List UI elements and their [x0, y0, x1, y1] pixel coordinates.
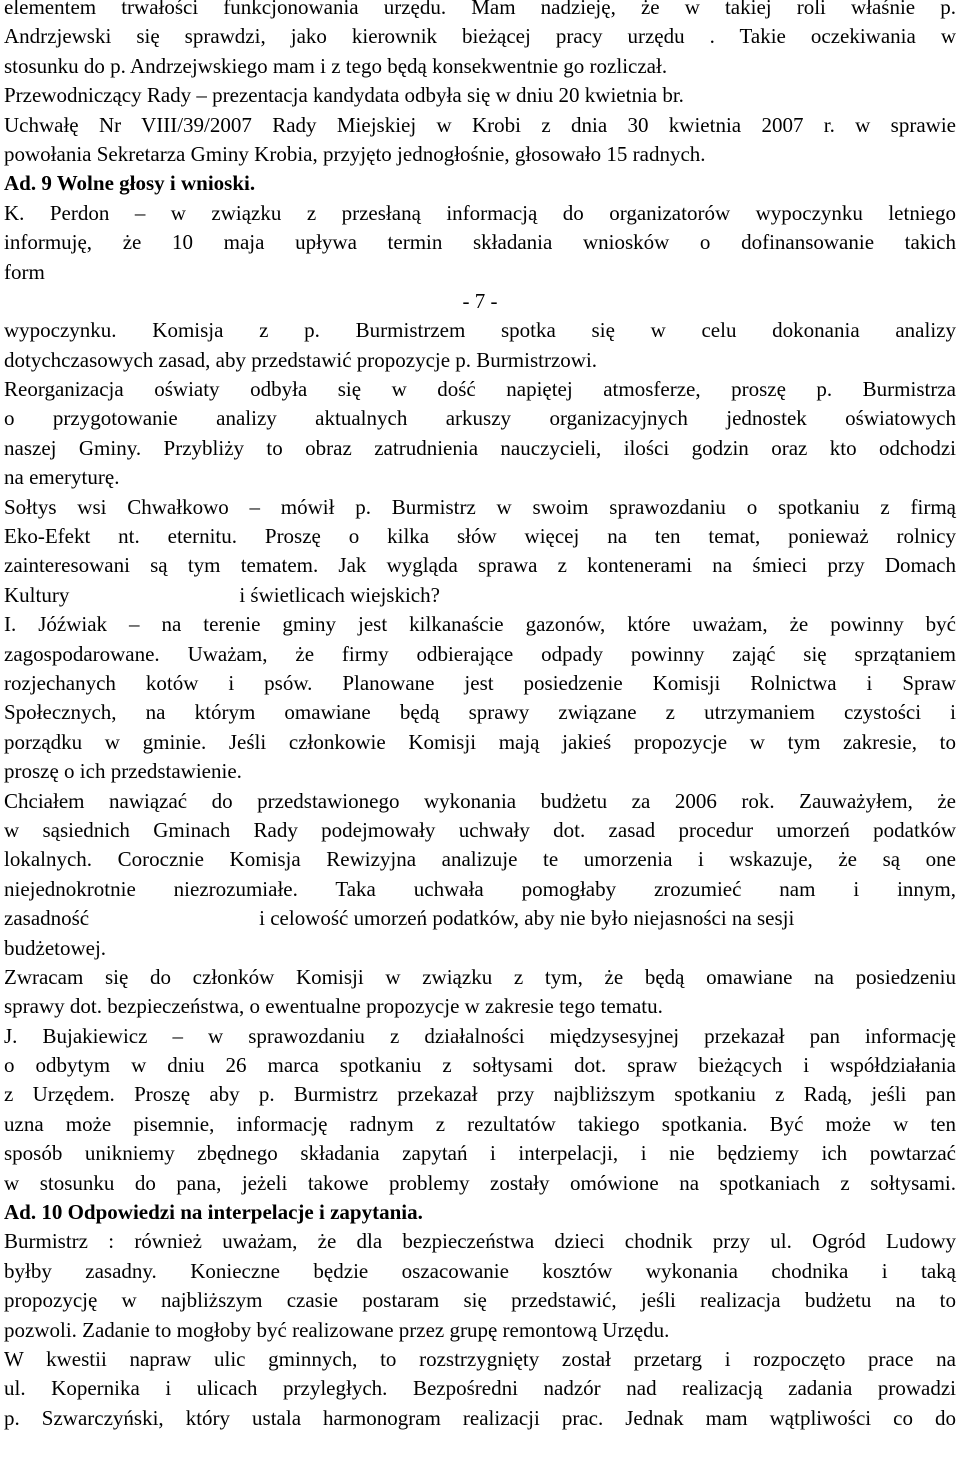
- text-line: byłby zasadny. Konieczne będzie oszacowanie kosztów wykonania chodnika i taką: [4, 1258, 956, 1283]
- text-line: K. Perdon – w związku z przesłaną informacją do organizatorów wypoczynku letniego: [4, 200, 956, 225]
- text-line: powołania Sekretarza Gminy Krobia, przyjęto jednogłośnie, głosowało 15 radnych.: [4, 141, 706, 166]
- text-line: form: [4, 259, 45, 284]
- text-line: elementem trwałości funkcjonowania urzędu. Mam nadzieję, że w takiej roli właśnie p.: [4, 0, 956, 19]
- text-fragment: Kultury: [4, 582, 70, 607]
- text-line: propozycję w najbliższym czasie postaram się przedstawić, jeśli realizacja budżetu na to: [4, 1288, 956, 1313]
- text-line: wypoczynku. Komisja z p. Burmistrzem spotka się w celu dokonania analizy: [4, 318, 956, 343]
- text-line: Społecznych, na którym omawiane będą sprawy związane z utrzymaniem czystości i: [4, 700, 956, 725]
- text-line: sprawy dot. bezpieczeństwa, o ewentualne propozycje w zakresie tego tematu.: [4, 994, 663, 1019]
- text-line-split: [4, 581, 956, 610]
- text-line: o odbytym w dniu 26 marca spotkaniu z sołtysami dot. spraw bieżących i współdziałania: [4, 1053, 956, 1078]
- text-line: proszę o ich przedstawienie.: [4, 759, 242, 784]
- text-line-split: [4, 904, 956, 933]
- text-line: Burmistrz : również uważam, że dla bezpieczeństwa dzieci chodnik przy ul. Ogród Ludowy: [4, 1229, 956, 1254]
- text-line: Sołtys wsi Chwałkowo – mówił p. Burmistrz w swoim sprawozdaniu o spotkaniu z firmą: [4, 494, 956, 519]
- text-line: o przygotowanie analizy aktualnych arkuszy organizacyjnych jednostek oświatowych: [4, 406, 956, 431]
- text-line: Andrzjewski się sprawdzi, jako kierownik bieżącej pracy urzędu . Takie oczekiwania w: [4, 24, 956, 49]
- text-line: informuję, że 10 maja upływa termin składania wniosków o dofinansowanie takich: [4, 230, 956, 255]
- text-line: naszej Gminy. Przybliży to obraz zatrudnienia nauczycieli, ilości godzin oraz kto odchodzi: [4, 435, 956, 460]
- agenda-heading: Ad. 10 Odpowiedzi na interpelacje i zapytania.: [4, 1200, 423, 1225]
- text-line: zainteresowani są tym tematem. Jak wygląda sprawa z kontenerami na śmieci przy Domach: [4, 553, 956, 578]
- text-fragment: i celowość umorzeń podatków, aby nie było niejasności na sesji: [259, 906, 795, 931]
- text-line: Zwracam się do członków Komisji w związku z tym, że będą omawiane na posiedzeniu: [4, 964, 956, 989]
- text-line: Uchwałę Nr VIII/39/2007 Rady Miejskiej w Krobi z dnia 30 kwietnia 2007 r. w sprawie: [4, 112, 956, 137]
- text-line: dotychczasowych zasad, aby przedstawić propozycje p. Burmistrzowi.: [4, 347, 598, 372]
- text-line: I. Jóźwiak – na terenie gminy jest kilkanaście gazonów, które uważam, że powinny być: [4, 612, 956, 637]
- text-line: W kwestii napraw ulic gminnych, to rozstrzygnięty został przetarg i rozpoczęto prace na: [4, 1346, 956, 1371]
- text-line: pozwoli. Zadanie to mogłoby być realizowane przez grupę remontową Urzędu.: [4, 1317, 670, 1342]
- text-line: uzna może pisemnie, informację radnym z rezultatów takiego spotkania. Być może w ten: [4, 1111, 956, 1136]
- text-line: ul. Kopernika i ulicach przyległych. Bezpośredni nadzór nad realizacją zadania prowadzi: [4, 1376, 956, 1401]
- text-line: Reorganizacja oświaty odbyła się w dość napiętej atmosferze, proszę p. Burmistrza: [4, 377, 956, 402]
- text-line: z Urzędem. Proszę aby p. Burmistrz przekazał przy najbliższym spotkaniu z Radą, jeśli pan: [4, 1082, 956, 1107]
- text-line: lokalnych. Corocznie Komisja Rewizyjna analizuje te umorzenia i wskazuje, że są one: [4, 847, 956, 872]
- agenda-heading: Ad. 9 Wolne głosy i wnioski.: [4, 171, 256, 196]
- text-line: Eko-Efekt nt. eternitu. Proszę o kilka słów więcej na ten temat, ponieważ rolnicy: [4, 524, 956, 549]
- text-line: porządku w gminie. Jeśli członkowie Komisji mają jakieś propozycje w tym zakresie, to: [4, 729, 956, 754]
- text-line: p. Szwarczyński, który ustala harmonogram realizacji prac. Jednak mam wątpliwości co do: [4, 1405, 956, 1430]
- text-fragment: zasadność: [4, 906, 90, 931]
- text-line: budżetowej.: [4, 935, 107, 960]
- text-line: Chciałem nawiązać do przedstawionego wykonania budżetu za 2006 rok. Zauważyłem, że: [4, 788, 956, 813]
- text-fragment: i świetlicach wiejskich?: [239, 582, 440, 607]
- text-line: sposób unikniemy zbędnego składania zapytań i interpelacji, i nie będziemy ich powtarzać: [4, 1141, 956, 1166]
- text-line: niejednokrotnie niezrozumiałe. Taka uchwała pomogłaby zrozumieć nam i innym,: [4, 876, 956, 901]
- text-line: na emeryturę.: [4, 465, 120, 490]
- text-line: w sąsiednich Gminach Rady podejmowały uchwały dot. zasad procedur umorzeń podatków: [4, 817, 956, 842]
- document-page: [4, 0, 956, 1433]
- text-line: stosunku do p. Andrzejwskiego mam i z tego będą konsekwentnie go rozliczał.: [4, 53, 668, 78]
- text-line: zagospodarowane. Uważam, że firmy odbierające odpady powinny zająć się sprzątaniem: [4, 641, 956, 666]
- text-line: w stosunku do pana, jeżeli takowe problemy zostały omówione na spotkaniach z sołtysami.: [4, 1170, 956, 1195]
- text-line: rozjechanych kotów i psów. Planowane jest posiedzenie Komisji Rolnictwa i Spraw: [4, 670, 956, 695]
- text-line: Przewodniczący Rady – prezentacja kandydata odbyła się w dniu 20 kwietnia br.: [4, 83, 684, 108]
- page-number: - 7 -: [462, 288, 498, 313]
- text-line: J. Bujakiewicz – w sprawozdaniu z działalności międzysesyjnej przekazał pan informację: [4, 1023, 956, 1048]
